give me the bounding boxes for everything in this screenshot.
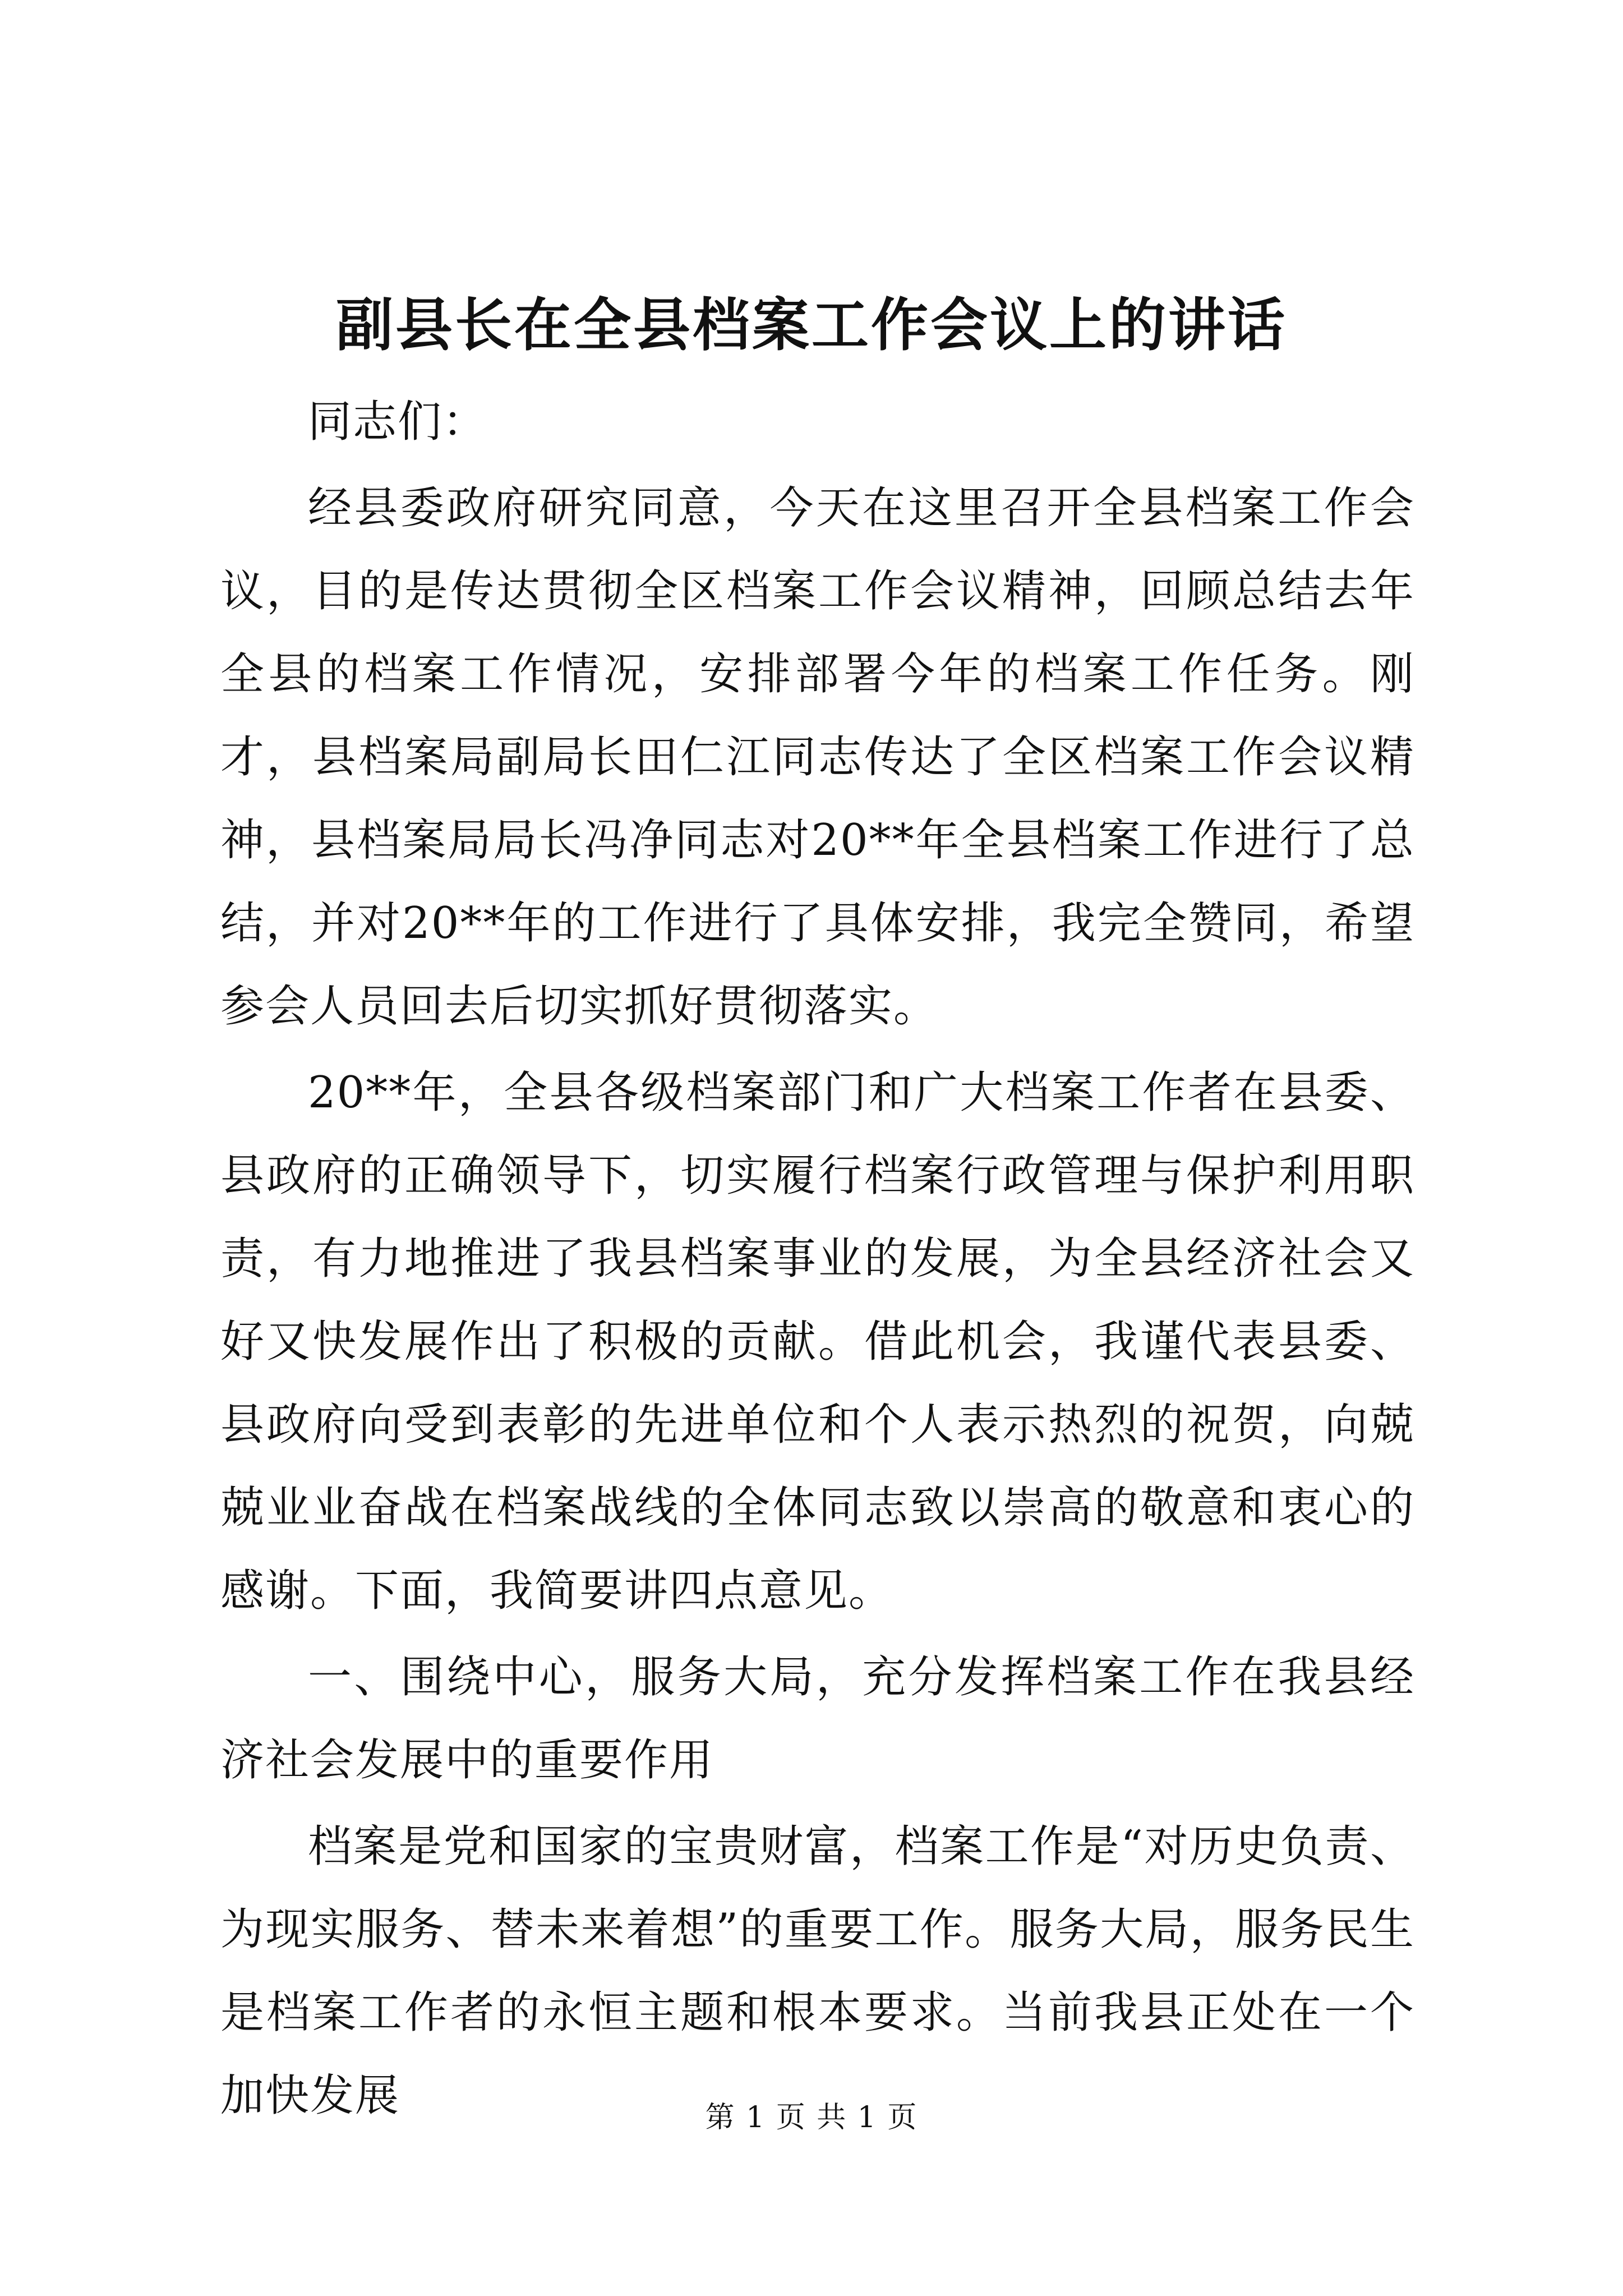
paragraph-1: 经县委政府研究同意，今天在这里召开全县档案工作会议，目的是传达贯彻全区档案工作会议精神，回顾总结去年全县的档案工作情况，安排部署今年的档案工作任务。刚才，县档案局副局长田仁江同志传达了全区档案工作会议精神，县档案局局长冯净同志对20**年全县档案工作进行了总结，并对20**年的工作进行了具体安排，我完全赞同，希望参会人员回去后切实抓好贯彻落实。: [220, 483, 1415, 1032]
document-body: [220, 380, 1415, 2137]
section-heading-1: 一、围绕中心，服务大局，充分发挥档案工作在我县经济社会发展中的重要作用: [220, 1652, 1415, 1786]
paragraph-3: 档案是党和国家的宝贵财富，档案工作是“对历史负责、为现实服务、替未来着想”的重要工作。服务大局，服务民生是档案工作者的永恒主题和根本要求。当前我县正处在一个加快发展: [220, 1821, 1415, 2121]
paragraph-2: 20**年，全县各级档案部门和广大档案工作者在县委、县政府的正确领导下，切实履行档案行政管理与保护利用职责，有力地推进了我县档案事业的发展，为全县经济社会又好又快发展作出了积极的贡献。借此机会，我谨代表县委、县政府向受到表彰的先进单位和个人表示热烈的祝贺，向兢兢业业奋战在档案战线的全体同志致以崇高的敬意和衷心的感谢。下面，我简要讲四点意见。: [220, 1068, 1415, 1616]
document-title: 副县长在全县档案工作会议上的讲话: [336, 292, 1287, 359]
salutation: 同志们：: [308, 397, 488, 447]
page-footer: 第 1 页 共 1 页: [705, 2101, 918, 2134]
